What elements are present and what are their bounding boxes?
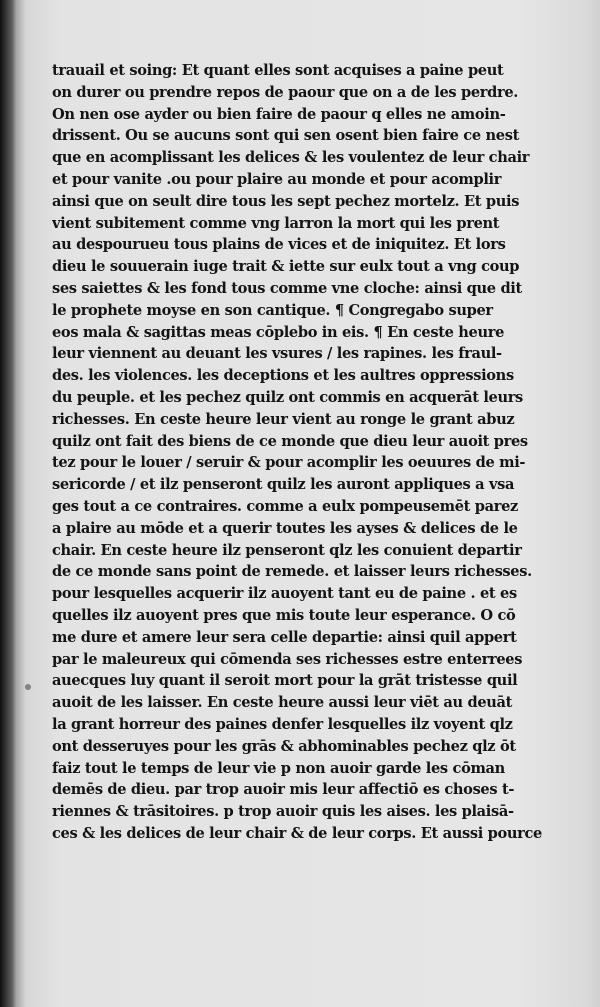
- text-line: a plaire au mōde et a querir toutes les ayses & delices de le: [52, 519, 518, 537]
- body-text: [52, 60, 590, 845]
- text-line: ges tout a ce contraires. comme a eulx pompeusemēt parez: [52, 497, 518, 515]
- text-line: chair. En ceste heure ilz penseront qlz les conuient departir: [52, 541, 522, 559]
- text-line: richesses. En ceste heure leur vient au ronge le grant abuz: [52, 410, 515, 428]
- text-line: eos mala & sagittas meas cōplebo in eis. ¶ En ceste heure: [52, 323, 505, 341]
- text-line: ainsi que on seult dire tous les sept pechez mortelz. Et puis: [52, 192, 520, 210]
- text-line: trauail et soing: Et quant elles sont acquises a paine peut: [52, 62, 504, 79]
- text-line: riennes & trāsitoires. p trop auoir quis les aises. les plaisā-: [52, 803, 514, 821]
- text-line: On nen ose ayder ou bien faire de paour q elles ne amoin-: [52, 105, 506, 123]
- text-line: au despourueu tous plains de vices et de iniquitez. Et lors: [52, 236, 506, 254]
- text-line: ces & les delices de leur chair & de leur corps. Et aussi pource: [52, 824, 542, 842]
- binding-shadow: [0, 0, 16, 1007]
- ink-speck: [25, 684, 31, 690]
- text-line: de ce monde sans point de remede. et laisser leurs richesses.: [52, 563, 532, 581]
- text-line: le prophete moyse en son cantique. ¶ Congregabo super: [52, 301, 493, 319]
- text-line: faiz tout le temps de leur vie p non auoir garde les cōman: [52, 759, 505, 777]
- text-line: quelles ilz auoyent pres que mis toute leur esperance. O cō: [52, 606, 516, 624]
- text-line: drissent. Ou se aucuns sont qui sen osent bien faire ce nest: [52, 127, 519, 145]
- text-line: pour lesquelles acquerir ilz auoyent tant eu de paine . et es: [52, 585, 517, 603]
- text-line: sericorde / et ilz penseront quilz les auront appliques a vsa: [52, 476, 515, 494]
- text-line: des. les violences. les deceptions et les aultres oppressions: [52, 367, 514, 385]
- text-line: la grant horreur des paines denfer lesquelles ilz voyent qlz: [52, 715, 513, 733]
- text-line: auecques luy quant il seroit mort pour la grāt tristesse quil: [52, 672, 518, 690]
- text-line: tez pour le louer / seruir & pour acomplir les oeuures de mi-: [52, 454, 526, 472]
- text-line: que en acomplissant les delices & les voulentez de leur chair: [52, 149, 530, 167]
- text-line: me dure et amere leur sera celle departie: ainsi quil appert: [52, 628, 517, 646]
- text-line: on durer ou prendre repos de paour que on a de les perdre.: [52, 83, 518, 101]
- text-line: ses saiettes & les fond tous comme vne cloche: ainsi que dit: [52, 279, 522, 297]
- text-line: leur viennent au deuant les vsures / les rapines. les fraul-: [52, 345, 502, 363]
- text-line: dieu le souuerain iuge trait & iette sur eulx tout a vng coup: [52, 258, 520, 276]
- text-line: et pour vanite .ou pour plaire au monde et pour acomplir: [52, 170, 502, 188]
- text-line: quilz ont fait des biens de ce monde que dieu leur auoit pres: [52, 432, 528, 450]
- text-line: demēs de dieu. par trop auoir mis leur affectiō es choses t-: [52, 781, 515, 799]
- text-line: par le maleureux qui cōmenda ses richesses estre enterrees: [52, 650, 523, 668]
- text-line: ont desseruyes pour les grās & abhominables pechez qlz ōt: [52, 737, 516, 755]
- text-line: du peuple. et les pechez quilz ont commis en acquerāt leurs: [52, 388, 523, 406]
- text-line: vient subitement comme vng larron la mort qui les prent: [52, 214, 500, 232]
- text-line: auoit de les laisser. En ceste heure aussi leur viēt au deuāt: [52, 694, 513, 712]
